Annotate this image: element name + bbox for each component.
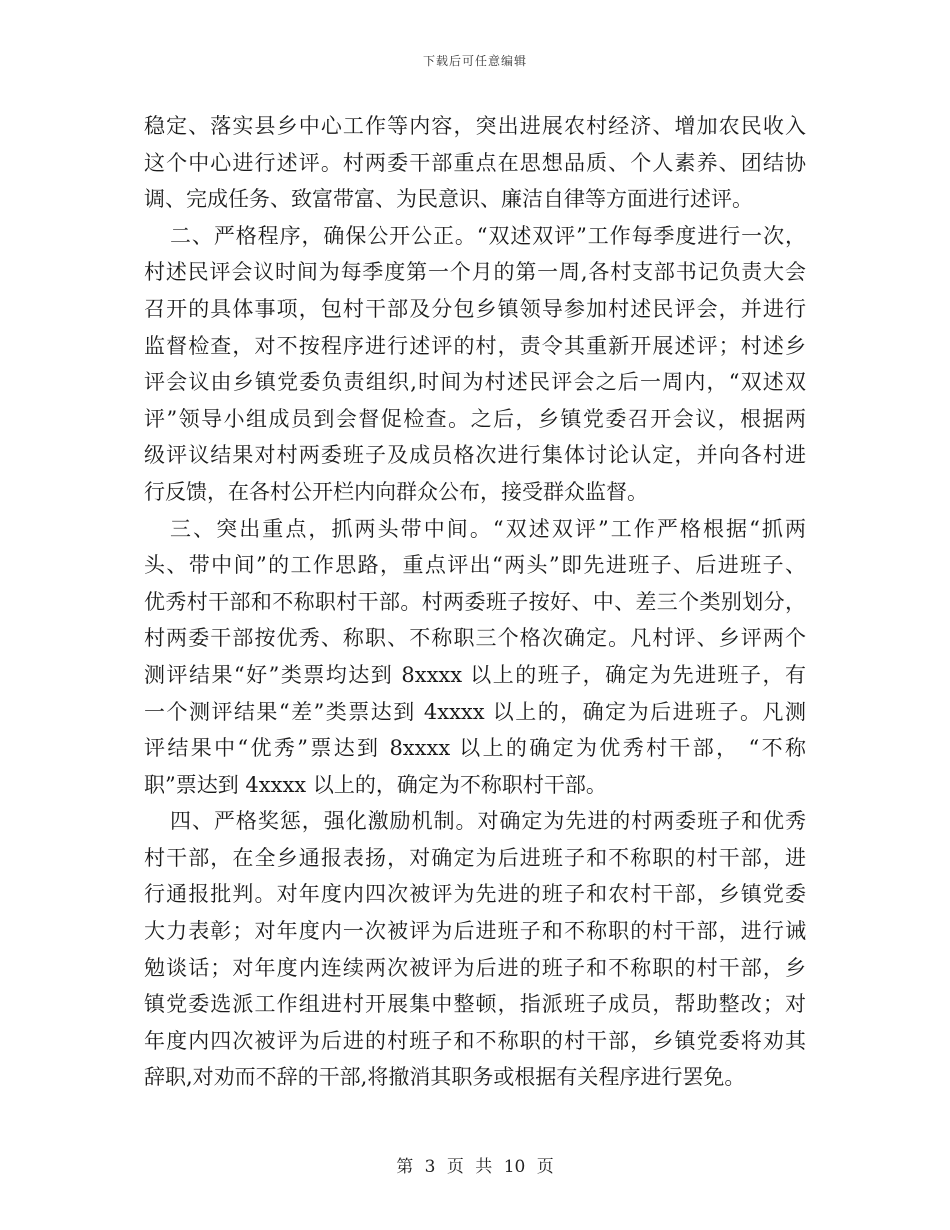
page-footer: 第 3 页 共 10 页 [396,1157,554,1177]
text-line: 监督检查，对不按程序进行述评的村，责令其重新开展述评；村述乡 [144,333,806,358]
text-line: 年度内四次被评为后进的村班子和不称职的村干部，乡镇党委将劝其 [144,1028,806,1053]
text-line: 大力表彰；对年度内一次被评为后进班子和不称职的村干部，进行诫 [144,919,806,944]
text-line: 一个测评结果“差”类票达到 4xxxx 以上的，确定为后进班子。凡测 [144,699,806,724]
text-line: 村干部，在全乡通报表扬，对确定为后进班子和不称职的村干部，进 [144,845,806,870]
text-line: 头、带中间”的工作思路，重点评出“两头”即先进班子、后进班子、 [144,553,806,578]
text-line: 优秀村干部和不称职村干部。村两委班子按好、中、差三个类别划分， [144,589,806,614]
text-line: 勉谈话；对年度内连续两次被评为后进的班子和不称职的村干部，乡 [144,955,806,980]
paragraph-start-line: 二、严格程序，确保公开公正。“双述双评”工作每季度进行一次， [170,223,806,248]
text-line: 职”票达到 4xxxx 以上的，确定为不称职村干部。 [144,772,607,797]
text-line: 这个中心进行述评。村两委干部重点在思想品质、个人素养、团结协 [144,150,806,175]
text-line: 稳定、落实县乡中心工作等内容，突出进展农村经济、增加农民收入 [144,114,806,138]
document-body [144,108,806,1096]
page-header: 下载后可任意编辑 [422,54,527,68]
paragraph-start-line: 三、突出重点，抓两头带中间。“双述双评”工作严格根据“抓两 [170,516,806,541]
text-line: 级评议结果对村两委班子及成员格次进行集体讨论认定，并向各村进 [144,443,806,468]
text-line: 镇党委选派工作组进村开展集中整顿，指派班子成员，帮助整改；对 [144,992,806,1017]
text-line: 测评结果“好”类票均达到 8xxxx 以上的班子，确定为先进班子，有 [144,662,806,687]
text-line: 评会议由乡镇党委负责组织,时间为村述民评会之后一周内，“双述双 [144,370,806,395]
text-line: 调、完成任务、致富带富、为民意识、廉洁自律等方面进行述评。 [144,187,753,212]
text-line: 村述民评会议时间为每季度第一个月的第一周,各村支部书记负责大会 [144,260,806,285]
text-line: 辞职,对劝而不辞的干部,将撤消其职务或根据有关程序进行罢免。 [144,1065,746,1090]
paragraph-start-line: 四、严格奖惩，强化激励机制。对确定为先进的村两委班子和优秀 [170,809,806,834]
text-line: 行反馈，在各村公开栏内向群众公布，接受群众监督。 [144,479,648,504]
text-line: 召开的具体事项，包村干部及分包乡镇领导参加村述民评会，并进行 [144,296,806,321]
text-line: 村两委干部按优秀、称职、不称职三个格次确定。凡村评、乡评两个 [144,626,806,651]
text-line: 行通报批判。对年度内四次被评为先进的班子和农村干部，乡镇党委 [144,882,806,907]
text-line: 评”领导小组成员到会督促检查。之后，乡镇党委召开会议，根据两 [144,406,806,431]
text-line: 评结果中“优秀”票达到 8xxxx 以上的确定为优秀村干部， “不称 [144,736,806,761]
